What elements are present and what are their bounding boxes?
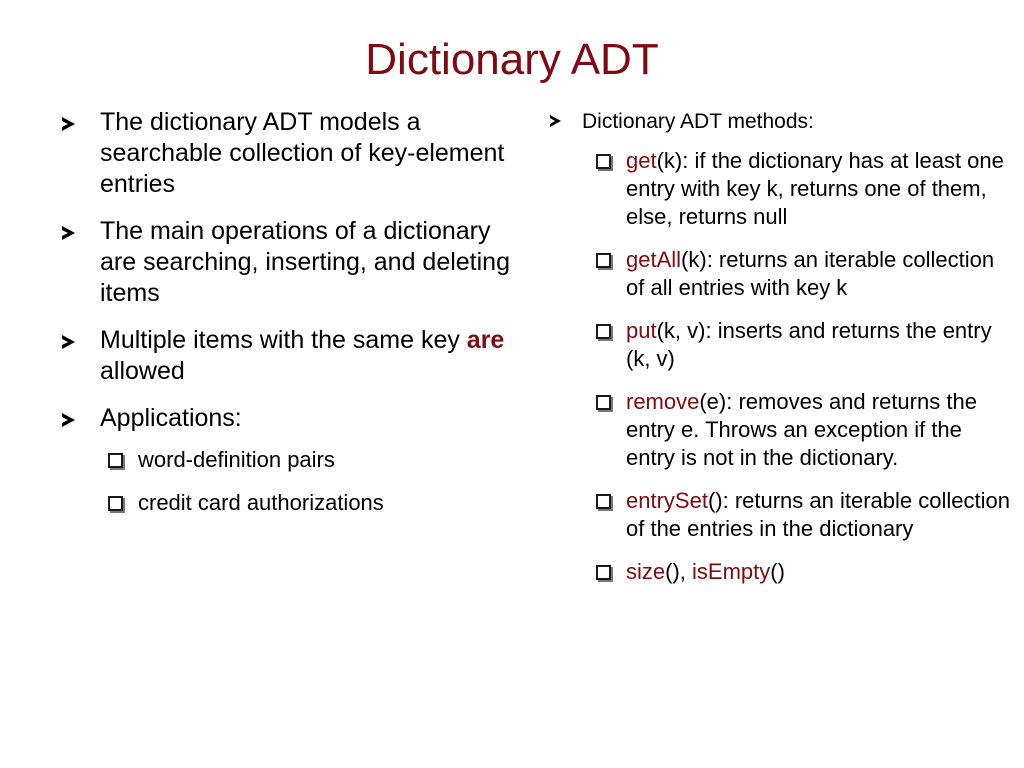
left-column [62,107,522,532]
bullet-item [62,325,522,387]
method-desc: (k): returns an iterable collection of all entries with key k [626,247,995,300]
list-item-text: credit card authorizations [138,490,384,515]
method-name: getAll [626,247,682,272]
bullet-item [62,107,522,200]
square-bullet-icon [108,453,123,468]
list-item-text: word-definition pairs [138,447,335,472]
method-item-get [596,147,1012,231]
square-bullet-icon [596,395,611,410]
method-item-put [596,317,1012,373]
bullet-item [62,216,522,309]
square-bullet-icon [596,324,611,339]
methods-heading: Dictionary ADT methods: [582,110,814,133]
method-item-remove [596,388,1012,472]
method-desc: (): returns an iterable collection of the entries in the dictionary [626,488,1010,541]
method-desc: () [770,559,785,584]
method-desc: (k): if the dictionary has at least one entry with key k, returns one of them, else, returns null [626,148,1004,229]
method-name: get [626,148,657,173]
square-bullet-icon [596,154,611,169]
applications-list [108,446,522,517]
methods-list [596,147,1012,586]
method-desc: (), [665,559,693,584]
method-desc: (k, v): inserts and returns the entry (k, v) [626,318,992,371]
arrow-bullet-icon [62,335,75,349]
bullet-text: The dictionary ADT models a searchable collection of key-element entries [100,108,505,198]
square-bullet-icon [596,494,611,509]
method-item-size-isempty [596,558,1012,586]
emphasis-text: are [466,326,505,354]
bullet-text: Multiple items with the same key [100,326,467,354]
square-bullet-icon [596,253,611,268]
bullet-item [62,403,522,434]
method-item-getall [596,246,1012,302]
arrow-bullet-icon [62,226,75,240]
right-column [550,108,1012,601]
method-name: isEmpty [692,559,771,584]
bullet-text: Applications: [100,404,242,432]
method-name: remove [626,389,700,414]
arrow-bullet-icon [550,115,561,127]
list-item [108,489,522,517]
bullet-text: The main operations of a dictionary are searching, inserting, and deleting items [100,217,510,307]
method-name: entrySet [626,488,708,513]
square-bullet-icon [108,496,123,511]
list-item [108,446,522,474]
method-item-entryset [596,487,1012,543]
method-name: size [626,559,666,584]
method-name: put [626,318,657,343]
arrow-bullet-icon [62,117,75,131]
slide-title: Dictionary ADT [365,35,659,84]
bullet-item [550,108,1012,135]
arrow-bullet-icon [62,413,75,427]
method-desc: (e): removes and returns the entry e. Throws an exception if the entry is not in the dictionary. [626,389,977,470]
bullet-text: allowed [100,357,185,385]
square-bullet-icon [596,565,611,580]
